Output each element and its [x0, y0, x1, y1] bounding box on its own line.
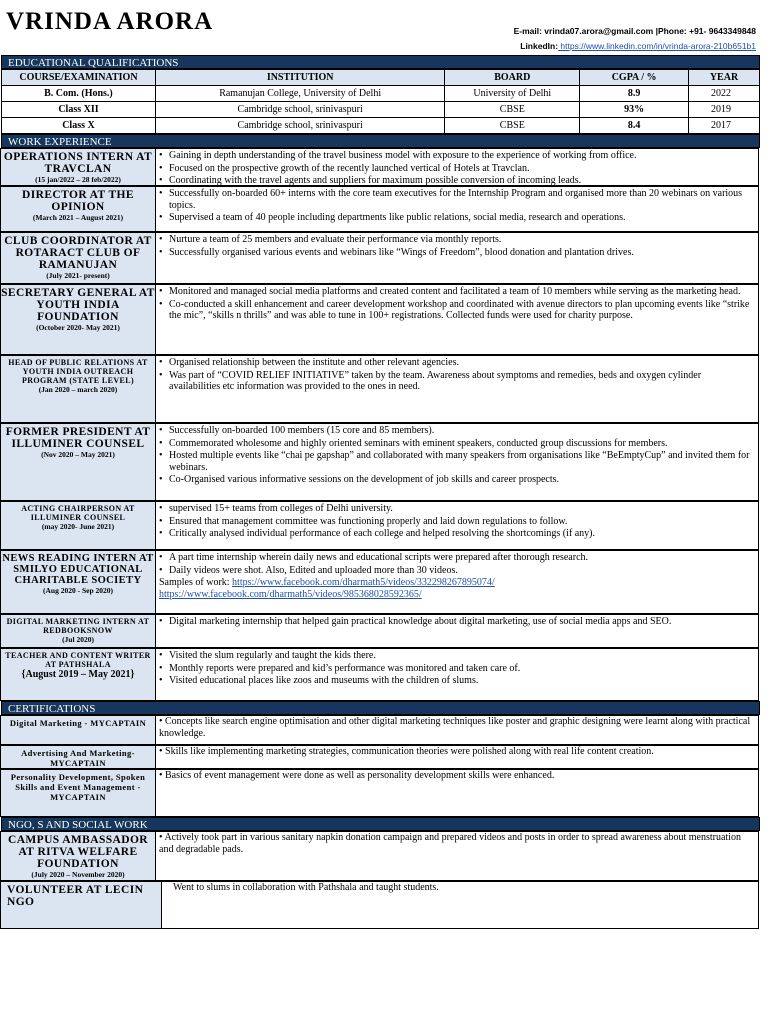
work-date: {August 2019 – May 2021}: [21, 669, 135, 680]
sample-link-2[interactable]: https://www.facebook.com/dharmath5/videos/985368028592365/: [159, 588, 422, 600]
table-row: [2, 118, 760, 134]
work-point: • Commemorated wholesome and highly oriented seminars with eminent speakers, conducted group discussions for members.: [159, 438, 754, 450]
cert-title-cell: [1, 770, 156, 816]
work-date: (15 jan/2022 – 28 feb/2022): [35, 175, 121, 184]
table-row: [2, 102, 760, 118]
work-point: • Hosted multiple events like “chai pe gapshap” and collaborated with many speakers from organisations like “BeEmptyCup” and invited them for webinars.: [159, 450, 754, 473]
work-point: • Visited educational places like zoos and museums with the children of slums.: [159, 675, 754, 687]
course-cell: Class XII: [2, 102, 156, 118]
linkedin-label: LinkedIn:: [520, 41, 559, 51]
work-point: • Monthly reports were prepared and kid’s performance was monitored and taken care of.: [159, 663, 754, 675]
work-point: • Co-Organised various informative sessions on the development of job skills and career prospects.: [159, 474, 754, 486]
work-role-cell: [1, 424, 156, 500]
work-point: • Monitored and managed social media platforms and created content and facilitated a team of 10 members while serving as the marketing head.: [159, 286, 754, 298]
work-role-cell: [1, 615, 156, 647]
work-role-cell: [1, 551, 156, 613]
sample-link-1[interactable]: https://www.facebook.com/dharmath5/videos/332298267895074/: [232, 577, 495, 588]
education-header-row: [2, 70, 760, 86]
work-date: (may 2020- June 2021): [41, 522, 115, 531]
cert-detail: • Skills like implementing marketing strategies, communication theories were polished along with real life content creation.: [159, 746, 654, 757]
cgpa-cell: 8.4: [580, 118, 689, 134]
work-details: [159, 649, 754, 688]
ngo-title: VOLUNTEER AT LECIN NGO: [7, 884, 144, 908]
work-details: [159, 424, 754, 487]
work-title: FORMER PRESIDENT AT ILLUMINER COUNSEL: [5, 426, 151, 450]
work-item: [0, 648, 759, 701]
work-role-cell: [1, 285, 156, 354]
work-point: • Coordinating with the travel agents and suppliers for maximum possible conversion of incoming leads.: [159, 175, 754, 187]
linkedin-link[interactable]: https://www.linkedin.com/in/vrinda-arora-210b651b1: [558, 41, 756, 51]
work-role-cell: [1, 356, 156, 422]
work-point: • Successfully on-boarded 60+ interns with the core team executives for the Internship Program and organised more than 20 webinars on various topics.: [159, 188, 754, 211]
work-item: [0, 423, 759, 501]
sample-link-row: [159, 589, 754, 601]
section-education-heading: EDUCATIONAL QUALIFICATIONS: [1, 55, 760, 69]
ngo-title: CAMPUS AMBASSADOR AT RITVA WELFARE FOUNDATION: [7, 834, 149, 870]
col-header-year: YEAR: [689, 70, 760, 86]
cert-item: [0, 745, 759, 769]
work-details: [159, 551, 754, 600]
work-title: TEACHER AND CONTENT WRITER AT PATHSHALA: [5, 651, 151, 669]
work-item: [0, 614, 759, 648]
work-details: [159, 187, 754, 225]
work-role-cell: [1, 149, 156, 185]
institution-cell: Ramanujan College, University of Delhi: [155, 86, 444, 102]
work-point: • Organised relationship between the institute and other relevant agencies.: [159, 357, 754, 369]
work-details: [159, 502, 754, 541]
work-point: • Critically analysed individual performance of each college and helped resolving the shortcomings (if any).: [159, 528, 754, 540]
ngo-item: [0, 831, 759, 881]
cert-item: [0, 769, 759, 817]
contact-email-phone: E-mail: vrinda07.arora@gmail.com |Phone: +91- 9643349848: [513, 26, 756, 36]
course-cell: B. Com. (Hons.): [2, 86, 156, 102]
institution-cell: Cambridge school, srinivaspuri: [155, 102, 444, 118]
work-point: • Visited the slum regularly and taught the kids there.: [159, 650, 754, 662]
work-item: [0, 186, 759, 232]
candidate-name: VRINDA ARORA: [6, 8, 214, 35]
work-item: [0, 550, 759, 614]
board-cell: CBSE: [445, 118, 580, 134]
work-role-cell: [1, 233, 156, 283]
work-item: [0, 148, 759, 186]
cert-title: Personality Development, Spoken Skills and Event Management - MYCAPTAIN: [10, 772, 146, 802]
work-title: ACTING CHAIRPERSON AT ILLUMINER COUNSEL: [21, 504, 135, 522]
work-point: • Successfully on-boarded 100 members (15 core and 85 members).: [159, 425, 754, 437]
contact-info: [514, 24, 756, 54]
work-date: (July 2021- present): [46, 271, 110, 280]
resume-header: [0, 0, 768, 54]
work-point: • Was part of “COVID RELIEF INITIATIVE” taken by the team. Awareness about symptoms and remedies, beds and oxygen cylinder availabilities etc information was provided to the ones in need.: [159, 370, 754, 393]
institution-cell: Cambridge school, srinivaspuri: [155, 118, 444, 134]
year-cell: 2019: [689, 102, 760, 118]
work-details: [159, 149, 754, 188]
table-row: [2, 86, 760, 102]
work-title: OPERATIONS INTERN AT TRAVCLAN: [3, 151, 153, 175]
cgpa-cell: 8.9: [580, 86, 689, 102]
cert-title-cell: [1, 746, 156, 768]
work-title: DIRECTOR AT THE OPINION: [22, 189, 134, 213]
education-table: [1, 69, 760, 134]
work-point: • Focused on the prospective growth of the recently launched vertical of Hotels at Travclan.: [159, 163, 754, 175]
work-item: [0, 501, 759, 550]
work-date: (March 2021 – August 2021): [32, 213, 124, 222]
section-certifications-heading: CERTIFICATIONS: [1, 701, 760, 715]
ngo-date: (July 2020 – November 2020): [31, 870, 125, 879]
cert-detail: • Concepts like search engine optimisation and other digital marketing techniques like poster and graphic designing were learnt along with practical knowledge.: [159, 716, 751, 739]
work-date: (Nov 2020 – May 2021): [41, 450, 115, 459]
ngo-role-cell: [1, 882, 162, 928]
work-item: [0, 284, 759, 355]
col-header-course: COURSE/EXAMINATION: [2, 70, 156, 86]
work-title: CLUB COORDINATOR AT ROTARACT CLUB OF RAMANUJAN: [4, 235, 152, 271]
work-title: SECRETARY GENERAL AT YOUTH INDIA FOUNDATION: [1, 287, 155, 323]
work-point: • Supervised a team of 40 people including departments like public relations, social media, research and operations.: [159, 212, 754, 224]
ngo-role-cell: [1, 832, 156, 880]
cgpa-cell: 93%: [580, 102, 689, 118]
work-point: • supervised 15+ teams from colleges of Delhi university.: [159, 503, 754, 515]
work-point: • Daily videos were shot. Also, Edited and uploaded more than 30 videos.: [159, 565, 754, 577]
year-cell: 2017: [689, 118, 760, 134]
work-date: (October 2020- May 2021): [36, 323, 120, 332]
work-role-cell: [1, 187, 156, 231]
ngo-detail: • Actively took part in various sanitary napkin donation campaign and prepared videos and posts in order to spread awareness about menstruation and degradable pads.: [159, 832, 741, 855]
col-header-board: BOARD: [445, 70, 580, 86]
ngo-item: [0, 881, 759, 929]
cert-title: Advertising And Marketing- MYCAPTAIN: [21, 748, 135, 768]
section-work-heading: WORK EXPERIENCE: [1, 134, 760, 148]
work-point: • Digital marketing internship that helped gain practical knowledge about digital marketing, use of social media apps and SEO.: [159, 616, 754, 628]
work-point: • A part time internship wherein daily news and educational scripts were prepared after thorough research.: [159, 552, 754, 564]
work-item: [0, 355, 759, 423]
samples-of-work: [159, 577, 754, 589]
work-point: • Gaining in depth understanding of the travel business model with exposure to the experience of working from office.: [159, 150, 754, 162]
work-title: HEAD OF PUBLIC RELATIONS AT YOUTH INDIA OUTREACH PROGRAM (STATE LEVEL): [8, 358, 148, 385]
board-cell: CBSE: [445, 102, 580, 118]
work-item: [0, 232, 759, 284]
board-cell: University of Delhi: [445, 86, 580, 102]
work-details: [159, 615, 754, 629]
work-details: [159, 356, 754, 394]
course-cell: Class X: [2, 118, 156, 134]
section-ngo-heading: NGO, S AND SOCIAL WORK: [1, 817, 760, 831]
work-date: (Aug 2020 - Sep 2020): [42, 586, 113, 595]
work-point: • Nurture a team of 25 members and evaluate their performance via monthly reports.: [159, 234, 754, 246]
work-point: • Co-conducted a skill enhancement and career development workshop and coordinated with avenue directors to plan upcoming events like “strike the mic”, “skills n thrills” and was able to tune in 100+ registrations. Collected funds were used for charity purpose.: [159, 299, 754, 322]
work-role-cell: [1, 649, 156, 700]
col-header-cgpa: CGPA / %: [580, 70, 689, 86]
year-cell: 2022: [689, 86, 760, 102]
samples-label: Samples of work:: [159, 577, 230, 588]
work-point: • Ensured that management committee was functioning properly and laid down regulations to follow.: [159, 516, 754, 528]
cert-title-cell: [1, 716, 156, 744]
work-details: [159, 233, 754, 259]
contact-linkedin: [514, 39, 756, 54]
col-header-institution: INSTITUTION: [155, 70, 444, 86]
work-date: (Jan 2020 – march 2020): [38, 385, 118, 394]
work-date: (Jul 2020): [62, 635, 94, 644]
work-details: [159, 285, 754, 323]
work-title: DIGITAL MARKETING INTERN AT REDBOOKSNOW: [6, 617, 150, 635]
cert-item: [0, 715, 759, 745]
work-role-cell: [1, 502, 156, 549]
cert-detail: • Basics of event management were done as well as personality development skills were enhanced.: [159, 770, 555, 781]
work-title: NEWS READING INTERN AT SMILYO EDUCATIONAL CHARITABLE SOCIETY: [2, 553, 154, 586]
cert-title: Digital Marketing - MYCAPTAIN: [9, 718, 147, 728]
ngo-detail: Went to slums in collaboration with Pathshala and taught students.: [173, 882, 439, 893]
work-point: • Successfully organised various events and webinars like “Wings of Freedom”, blood donation and plantation drives.: [159, 247, 754, 259]
